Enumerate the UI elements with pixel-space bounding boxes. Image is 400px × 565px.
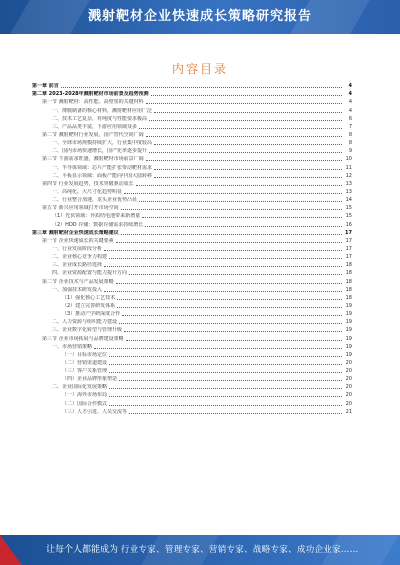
toc-entry[interactable] — [32, 212, 352, 220]
toc-leader-dots — [94, 348, 342, 349]
toc-leader-dots — [122, 315, 342, 316]
toc-entry[interactable] — [32, 163, 352, 171]
toc-entry[interactable] — [32, 98, 352, 106]
toc-entry-label: （一）目标市场定位 — [62, 351, 108, 358]
toc-entry-label: 第一章 前言 — [32, 83, 59, 90]
toc-entry-page: 17 — [345, 254, 352, 261]
toc-entry[interactable] — [32, 237, 352, 245]
toc-entry-label: 第一节 企业快速成长的关键要素 — [42, 237, 114, 244]
toc-entry-label: 第三节 下游需求旺盛，溅射靶材市场前景广阔 — [42, 156, 144, 163]
toc-entry-label: （三）人才引进、人员交流等 — [62, 408, 128, 415]
toc-entry-label: （3）推动产学研深度合作 — [62, 311, 121, 318]
toc-entry[interactable] — [32, 351, 352, 359]
toc-entry-page: 18 — [345, 278, 352, 285]
toc-leader-dots — [146, 103, 342, 104]
toc-heading: 内容目录 — [171, 62, 228, 76]
toc-entry[interactable] — [32, 155, 352, 163]
toc-entry-label: （二）国际合作模式 — [62, 400, 108, 407]
toc-leader-dots — [121, 234, 342, 235]
toc-leader-dots — [151, 95, 342, 96]
footer-tagline: 行业专家、管理专家、营销专家、战略专家、成功企业家…… — [120, 545, 359, 555]
toc-entry-page: 19 — [345, 327, 352, 334]
toc-leader-dots — [116, 242, 342, 243]
toc-leader-dots — [146, 136, 342, 137]
toc-entry[interactable] — [32, 318, 352, 326]
toc-entry-label: 三、企业数字化转型与管理升级 — [52, 327, 123, 334]
toc-entry[interactable] — [32, 245, 352, 253]
toc-entry-page: 17 — [345, 229, 352, 236]
toc-entry-page: 17 — [345, 245, 352, 252]
toc-leader-dots — [154, 169, 342, 170]
toc-entry[interactable] — [32, 180, 352, 188]
toc-leader-dots — [129, 413, 342, 414]
toc-entry-label: （1）强化核心工艺技术 — [62, 294, 116, 301]
toc-entry-label: 三、产品品类丰富，下游应用领域众多 — [52, 123, 138, 130]
toc-entry[interactable] — [32, 367, 352, 375]
toc-leader-dots — [109, 372, 342, 373]
toc-leader-dots — [149, 120, 342, 121]
toc-entry-label: 四、企业资源配置与能力提升方向 — [52, 270, 128, 277]
toc-chapter-entry[interactable] — [32, 82, 352, 90]
toc-entry[interactable] — [32, 399, 352, 407]
toc-entry[interactable] — [32, 253, 352, 261]
toc-entry[interactable] — [32, 310, 352, 318]
toc-entry-page: 8 — [348, 131, 352, 138]
toc-entry-label: 一、薄膜制备的核心材料，溅射靶材应用广泛 — [52, 107, 153, 114]
toc-entry-label: （2）建立完善研发体系 — [62, 302, 116, 309]
toc-entry-page: 19 — [345, 311, 352, 318]
toc-leader-dots — [109, 364, 342, 365]
toc-leader-dots — [154, 177, 342, 178]
toc-entry-page: 7 — [348, 123, 352, 130]
toc-entry-label: 一、高纯化、大尺寸化趋势明显 — [52, 188, 123, 195]
toc-entry-label: （1）光伏领域：异质结电池带来新增量 — [52, 213, 141, 220]
footer-brand: 让每个人都能成为 — [46, 545, 119, 555]
toc-entry-page: 17 — [345, 237, 352, 244]
toc-entry-label: 第四节 行业发展趋势，技术突破驱动成长 — [42, 180, 134, 187]
toc-entry-label: 二、企业核心竞争力构建 — [52, 254, 108, 261]
toc-entry-page: 4 — [348, 99, 352, 106]
report-title: 溅射靶材企业快速成长策略研究报告 — [87, 9, 312, 24]
report-header — [0, 0, 400, 34]
toc-entry-label: （一）海外市场布局 — [62, 392, 108, 399]
toc-leader-dots — [124, 193, 342, 194]
toc-leader-dots — [117, 307, 342, 308]
toc-entry-page: 15 — [345, 205, 352, 212]
footer-slogan — [46, 535, 359, 565]
toc-entry-label: 第二节 企业技术与产品发展策略 — [42, 278, 114, 285]
toc-entry-label: 一、全球市场规模持续扩大，行业集中度较高 — [52, 140, 153, 147]
toc-entry-label: 二、企业国际化发展策略 — [52, 384, 108, 391]
toc-entry[interactable] — [32, 302, 352, 310]
toc-entry-label: 一、行业发展阶段分析 — [52, 245, 103, 252]
toc-entry-page: 4 — [348, 91, 352, 98]
toc-leader-dots — [142, 217, 342, 218]
toc-leader-dots — [109, 388, 342, 389]
toc-entry-page: 18 — [345, 286, 352, 293]
toc-entry-page: 9 — [348, 148, 352, 155]
toc-entry-page: 10 — [345, 156, 352, 163]
toc-entry-label: （2）HDD 存储：数据存储需求持续增长 — [52, 221, 144, 228]
toc-chapter-entry[interactable] — [32, 229, 352, 237]
toc-leader-dots — [109, 258, 342, 259]
toc-leader-dots — [104, 291, 342, 292]
toc-leader-dots — [109, 396, 342, 397]
toc-entry-page: 20 — [345, 376, 352, 383]
toc-entry[interactable] — [32, 172, 352, 180]
toc-leader-dots — [104, 266, 342, 267]
toc-entry-label: 第一节 溅射靶材：高性能、高壁垒的关键材料 — [42, 99, 144, 106]
toc-entry[interactable] — [32, 391, 352, 399]
toc-entry-page: 18 — [345, 270, 352, 277]
toc-entry-page: 4 — [348, 83, 352, 90]
toc-entry-page: 12 — [345, 172, 352, 179]
toc-entry-label: （二）营销渠道建设 — [62, 359, 108, 366]
toc-entry-label: （三）客户关系管理 — [62, 368, 108, 375]
toc-entry[interactable] — [32, 375, 352, 383]
toc-entry[interactable] — [32, 115, 352, 123]
toc-entry-label: （四）企业品牌形象塑造 — [62, 376, 118, 383]
toc-leader-dots — [124, 331, 342, 332]
toc-entry-label: 一、市场营销策略 — [52, 343, 93, 350]
toc-entry-page: 21 — [345, 408, 352, 415]
toc-leader-dots — [119, 380, 342, 381]
toc-entry-page: 8 — [348, 140, 352, 147]
toc-entry-page: 13 — [345, 188, 352, 195]
toc-entry[interactable] — [32, 196, 352, 204]
toc-entry[interactable] — [32, 277, 352, 285]
toc-leader-dots — [126, 340, 342, 341]
toc-leader-dots — [139, 201, 342, 202]
toc-entry[interactable] — [32, 383, 352, 391]
toc-leader-dots — [119, 323, 342, 324]
toc-entry-page: 19 — [345, 343, 352, 350]
toc-entry[interactable] — [32, 123, 352, 131]
toc-leader-dots — [145, 226, 342, 227]
toc-entry-label: 一、半导体领域：芯片产能扩张带动靶材需求 — [52, 164, 153, 171]
toc-entry-page: 18 — [345, 294, 352, 301]
toc-entry-page: 13 — [345, 180, 352, 187]
toc-entry-page: 15 — [345, 213, 352, 220]
toc-entry-page: 14 — [345, 197, 352, 204]
toc-entry[interactable] — [32, 269, 352, 277]
toc-entry[interactable] — [32, 131, 352, 139]
toc-entry[interactable] — [32, 139, 352, 147]
toc-entry-label: 第二章 2023-2028年溅射靶材市场前景及趋势预测 — [32, 91, 149, 98]
toc-leader-dots — [149, 152, 342, 153]
toc-entry-label: 第二节 溅射靶材行业发展，国产替代空间广阔 — [42, 131, 144, 138]
toc-entry-label: 第三章 溅射靶材企业快速成长策略建议 — [32, 229, 119, 236]
toc-entry-page: 19 — [345, 351, 352, 358]
toc-entry-label: 第五节 新兴应用领域打开市场空间 — [42, 205, 119, 212]
toc-entry-page: 19 — [345, 335, 352, 342]
toc-entry-label: 一、加强技术研发投入 — [52, 286, 103, 293]
toc-entry-page: 4 — [348, 107, 352, 114]
toc-entry[interactable] — [32, 147, 352, 155]
toc-entry[interactable] — [32, 286, 352, 294]
toc-entry-page: 6 — [348, 115, 352, 122]
toc-entry[interactable] — [32, 106, 352, 114]
report-footer — [0, 535, 400, 565]
toc-leader-dots — [109, 356, 342, 357]
toc-entry-page: 19 — [345, 319, 352, 326]
toc-entry-page: 20 — [345, 368, 352, 375]
toc-entry[interactable] — [32, 261, 352, 269]
toc-leader-dots — [104, 250, 342, 251]
toc-entry-label: 二、人力资源与组织能力建设 — [52, 319, 118, 326]
toc-leader-dots — [116, 283, 342, 284]
toc-leader-dots — [154, 112, 342, 113]
toc-leader-dots — [117, 299, 342, 300]
toc-leader-dots — [154, 144, 342, 145]
toc-entry-page: 20 — [345, 384, 352, 391]
toc-entry[interactable] — [32, 334, 352, 342]
toc-entry[interactable] — [32, 408, 352, 416]
toc-leader-dots — [139, 128, 342, 129]
toc-entry-label: 二、技术工艺复杂，对纯度与性能要求极高 — [52, 115, 148, 122]
toc-entry-label: 第三节 企业市场拓展与品牌建设策略 — [42, 335, 124, 342]
toc-leader-dots — [129, 274, 342, 275]
toc-entry[interactable] — [32, 220, 352, 228]
toc-entry-page: 20 — [345, 359, 352, 366]
toc-entry-page: 16 — [345, 221, 352, 228]
toc-entry[interactable] — [32, 188, 352, 196]
toc-entry-page: 18 — [345, 262, 352, 269]
toc-leader-dots — [136, 185, 342, 186]
toc-leader-dots — [109, 405, 342, 406]
toc-entry-label: 三、企业成长路径选择 — [52, 262, 103, 269]
toc-leader-dots — [146, 160, 342, 161]
toc-chapter-entry[interactable] — [32, 90, 352, 98]
toc-leader-dots — [121, 209, 342, 210]
toc-entry[interactable] — [32, 294, 352, 302]
toc-entry-label: 二、平板显示领域：面板产能向中国大陆转移 — [52, 172, 153, 179]
table-of-contents — [32, 82, 352, 416]
toc-leader-dots — [61, 87, 342, 88]
toc-entry[interactable] — [32, 326, 352, 334]
toc-entry-label: 二、行业整合加速，龙头企业优势凸显 — [52, 197, 138, 204]
toc-entry-page: 20 — [345, 392, 352, 399]
toc-entry[interactable] — [32, 359, 352, 367]
toc-entry-page: 19 — [345, 302, 352, 309]
toc-entry-page: 20 — [345, 400, 352, 407]
toc-entry-label: 二、国内市场快速增长，国产化率逐步提升 — [52, 148, 148, 155]
toc-entry[interactable] — [32, 343, 352, 351]
footer-accent — [0, 535, 22, 565]
toc-entry[interactable] — [32, 204, 352, 212]
toc-entry-page: 11 — [345, 164, 352, 171]
